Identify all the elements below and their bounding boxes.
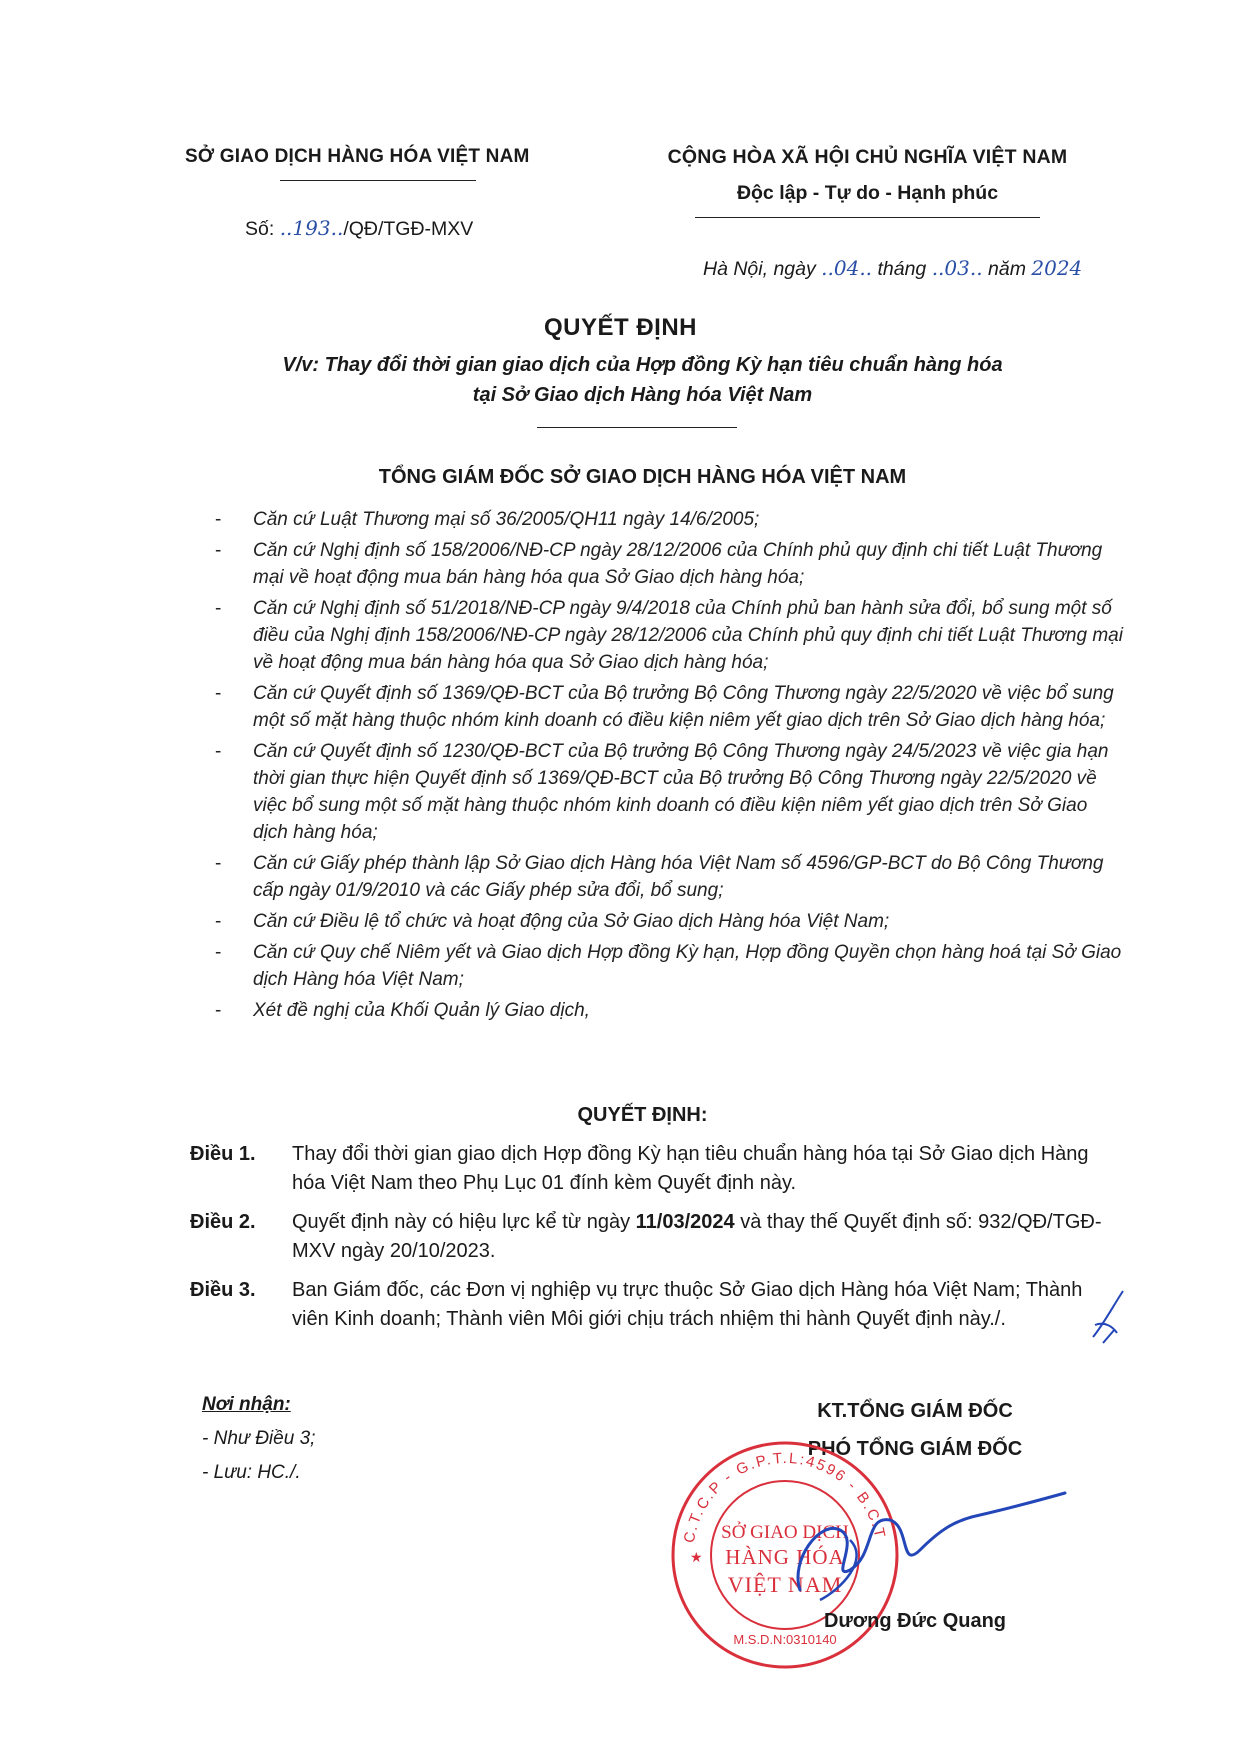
seal-star-icon: ★ <box>690 1549 703 1565</box>
signer-name: Dương Đức Quang <box>823 1610 1007 1632</box>
bullet-dash: - <box>215 853 222 874</box>
issuing-authority: TỔNG GIÁM ĐỐC SỞ GIAO DỊCH HÀNG HÓA VIỆT NAM <box>378 466 907 488</box>
date-month: ..03.. <box>931 256 983 280</box>
bullet-dash: - <box>215 598 222 619</box>
handwritten-signature <box>780 1460 1070 1610</box>
article-text: Thay đổi thời gian giao dịch Hợp đồng Kỳ hạn tiêu chuẩn hàng hóa tại Sở Giao dịch Hàng hóa Việt Nam theo Phụ Lục 01 đính kèm Quyết định này. <box>292 1143 1089 1194</box>
basis-item: - Căn cứ Nghị định số 51/2018/NĐ-CP ngày 9/4/2018 của Chính phủ ban hành sửa đổi, bổ sung một số điều của Nghị định 158/2006/NĐ-CP ngày 28/12/2006 của Chính phủ quy định chi tiết Luật Thương mại về hoạt động mua bán hàng hóa qua Sở Giao dịch hàng hóa; <box>215 595 1125 676</box>
article-label: Điều 2. <box>190 1211 256 1233</box>
bullet-dash: - <box>215 683 222 704</box>
seal-text-3: VIỆT NAM <box>727 1572 843 1597</box>
basis-item: - Căn cứ Điều lệ tổ chức và hoạt động của Sở Giao dịch Hàng hóa Việt Nam; <box>215 908 1125 935</box>
article-3 <box>190 1276 1110 1334</box>
articles <box>190 1140 1110 1344</box>
number-prefix: Số: <box>245 218 275 240</box>
seal-bottom-text: M.S.D.N:0310140 <box>733 1632 837 1647</box>
bullet-dash: - <box>215 942 222 963</box>
signature-title-2: PHÓ TỔNG GIÁM ĐỐC <box>807 1438 1023 1460</box>
basis-item: - Căn cứ Nghị định số 158/2006/NĐ-CP ngày 28/12/2006 của Chính phủ quy định chi tiết Luật Thương mại về hoạt động mua bán hàng hóa qua Sở Giao dịch hàng hóa; <box>215 537 1125 591</box>
title-divider <box>537 427 737 428</box>
basis-item: - Căn cứ Luật Thương mại số 36/2005/QH11 ngày 14/6/2005; <box>215 506 1125 533</box>
organization-name: SỞ GIAO DỊCH HÀNG HÓA VIỆT NAM <box>185 146 530 167</box>
organization-underline <box>280 180 476 181</box>
effective-date: 11/03/2024 <box>635 1211 735 1233</box>
seal-text-1: SỞ GIAO DỊCH <box>721 1522 849 1543</box>
bullet-dash: - <box>215 1000 222 1021</box>
motto-underline <box>695 217 1040 218</box>
date-month-label: tháng <box>877 258 927 280</box>
nation-title: CỘNG HÒA XÃ HỘI CHỦ NGHĨA VIỆT NAM <box>667 146 1068 168</box>
article-text: Quyết định này có hiệu lực kể từ ngày 11/03/2024 và thay thế Quyết định số: 932/QĐ/TGĐ-MXV ngày 20/10/2023. <box>292 1211 1102 1262</box>
recipient-item: - Lưu: HC./. <box>202 1462 301 1483</box>
bullet-dash: - <box>215 509 222 530</box>
bullet-dash: - <box>215 540 222 561</box>
subtitle-line-1: V/v: Thay đổi thời gian giao dịch của Hợp đồng Kỳ hạn tiêu chuẩn hàng hóa <box>282 354 1003 376</box>
basis-item: - Xét đề nghị của Khối Quản lý Giao dịch, <box>215 997 1125 1024</box>
initials-mark <box>1085 1285 1130 1355</box>
motto: Độc lập - Tự do - Hạnh phúc <box>736 182 999 204</box>
date-line <box>703 256 1082 281</box>
number-suffix: /QĐ/TGĐ-MXV <box>343 218 474 240</box>
date-year: 2024 <box>1031 256 1083 280</box>
article-label: Điều 3. <box>190 1279 256 1301</box>
number-handwritten: ..193.. <box>279 216 344 240</box>
date-year-label: năm <box>988 258 1026 280</box>
basis-item: - Căn cứ Quyết định số 1230/QĐ-BCT của Bộ trưởng Bộ Công Thương ngày 24/5/2023 về việc gia hạn thời gian thực hiện Quyết định số 1369/QĐ-BCT của Bộ trưởng Bộ Công Thương ngày 22/5/2020 về việc bổ sung một số mặt hàng thuộc nhóm kinh doanh có điều kiện niêm yết giao dịch trên Sở Giao dịch hàng hóa; <box>215 738 1125 846</box>
bullet-dash: - <box>215 911 222 932</box>
legal-basis-list <box>215 506 1125 1028</box>
basis-item: - Căn cứ Giấy phép thành lập Sở Giao dịch Hàng hóa Việt Nam số 4596/GP-BCT do Bộ Công Thương cấp ngày 01/9/2010 và các Giấy phép sửa đổi, bổ sung; <box>215 850 1125 904</box>
document-number <box>245 216 473 241</box>
article-2 <box>190 1208 1110 1266</box>
document-title: QUYẾT ĐỊNH <box>543 314 697 341</box>
basis-item: - Căn cứ Quyết định số 1369/QĐ-BCT của Bộ trưởng Bộ Công Thương ngày 22/5/2020 về việc bổ sung một số mặt hàng thuộc nhóm kinh doanh có điều kiện niêm yết giao dịch trên Sở Giao dịch hàng hóa; <box>215 680 1125 734</box>
seal-text-2: HÀNG HÓA <box>725 1545 845 1569</box>
decision-heading: QUYẾT ĐỊNH: <box>577 1104 708 1126</box>
article-label: Điều 1. <box>190 1143 256 1165</box>
document-subtitle <box>0 350 1241 410</box>
basis-item: - Căn cứ Quy chế Niêm yết và Giao dịch Hợp đồng Kỳ hạn, Hợp đồng Quyền chọn hàng hoá tại Sở Giao dịch Hàng hóa Việt Nam; <box>215 939 1125 993</box>
recipient-item: - Như Điều 3; <box>202 1428 316 1449</box>
recipients <box>202 1388 315 1490</box>
date-place: Hà Nội, ngày <box>703 258 816 280</box>
recipients-heading: Nơi nhận: <box>202 1394 291 1415</box>
bullet-dash: - <box>215 741 222 762</box>
seal-ring-text: C.T.C.P - G.P.T.L:4596 - B.C.T <box>680 1449 889 1545</box>
subtitle-line-2: tại Sở Giao dịch Hàng hóa Việt Nam <box>472 384 813 406</box>
signature-title-1: KT.TỔNG GIÁM ĐỐC <box>817 1400 1013 1422</box>
date-day: ..04.. <box>821 256 873 280</box>
article-1 <box>190 1140 1110 1198</box>
article-text: Ban Giám đốc, các Đơn vị nghiệp vụ trực thuộc Sở Giao dịch Hàng hóa Việt Nam; Thành viên Kinh doanh; Thành viên Môi giới chịu trách nhiệm thi hành Quyết định này./. <box>292 1279 1083 1330</box>
